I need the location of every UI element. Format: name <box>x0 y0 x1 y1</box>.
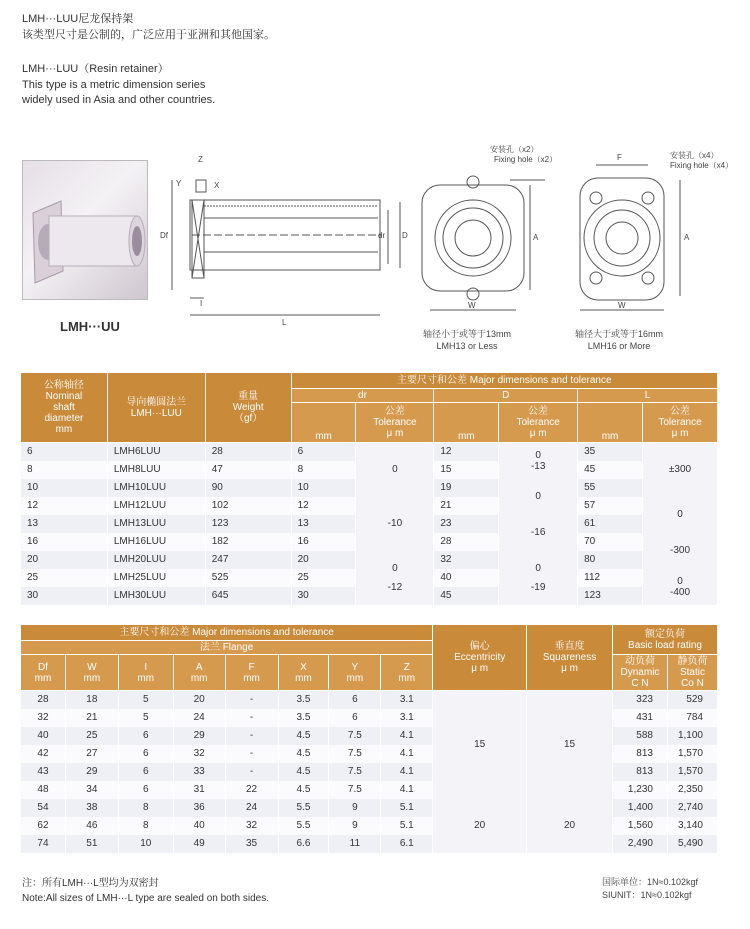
label-Df: Df <box>160 231 168 240</box>
cell: 6 <box>118 727 173 745</box>
table-row <box>21 799 718 817</box>
cell: 40 <box>173 817 225 835</box>
th-dr-tol: 公差 Tolerance μ m <box>356 403 434 443</box>
technical-drawing <box>150 140 750 340</box>
th-major: 主要尺寸和公差 Major dimensions and tolerance <box>291 373 717 389</box>
fig2-caption: 轴径大于或等于16mm LMH16 or More <box>574 329 663 351</box>
cell: 5,490 <box>667 835 717 853</box>
cell: 7.5 <box>329 745 381 763</box>
cell: 7.5 <box>329 763 381 781</box>
cell: 8 <box>118 799 173 817</box>
table-row: 12 LMH12LUU 102 12 -10 21 57 0 <box>21 497 718 515</box>
th2-sta: 静负荷 Static Co N <box>667 655 717 691</box>
cell: 24 <box>173 709 225 727</box>
table-row: 6 LMH6LUU 28 6 0 12 0 -13 35 ±300 <box>21 443 718 461</box>
cell: 5.5 <box>278 799 329 817</box>
fig1-hole-cn: 安装孔（x2） <box>490 145 539 154</box>
cell: 54 <box>21 799 66 817</box>
table-row: 20 LMH20LUU 247 20 0 -12 32 0 -19 80 <box>21 551 718 569</box>
cell: 27 <box>65 745 118 763</box>
cell: 529 <box>667 691 717 709</box>
th-D-tol: 公差 Tolerance μ m <box>499 403 578 443</box>
cell: 49 <box>173 835 225 853</box>
cell: 32 <box>173 745 225 763</box>
note: 注：所有LMH···L型均为双密封 Note:All sizes of LMH···L type are sealed on both sides. <box>22 878 269 904</box>
cell: 5.5 <box>278 817 329 835</box>
cell: 28 <box>21 691 66 709</box>
product-photo <box>22 160 148 300</box>
cell: 6 <box>329 709 381 727</box>
label-Y: Y <box>176 179 182 188</box>
th2-z: Z mm <box>381 655 433 691</box>
cell: 3.1 <box>381 709 433 727</box>
table-row: 25 LMH25LUU 525 25 40 112 0 -400 <box>21 569 718 587</box>
cell: 36 <box>173 799 225 817</box>
cell: - <box>225 727 278 745</box>
th-weight: 重量 Weight （gf） <box>205 373 291 443</box>
tol-L-1: ±300 <box>643 443 718 497</box>
cell: 62 <box>21 817 66 835</box>
label-L: L <box>282 318 287 327</box>
en-description: This type is a metric dimension series widely used in Asia and other countries. <box>22 79 216 106</box>
table-row <box>21 817 718 835</box>
unit-note: 国际单位：1N≈0.102kgf SIUNIT：1N≈0.102kgf <box>602 877 698 900</box>
cell: 10 <box>118 835 173 853</box>
th-L-mm: mm <box>578 403 643 443</box>
th2-w: W mm <box>65 655 118 691</box>
cell: 42 <box>21 745 66 763</box>
table-row <box>21 727 718 745</box>
table-row <box>21 835 718 853</box>
cell: 3.5 <box>278 709 329 727</box>
th2-i: I mm <box>118 655 173 691</box>
cell: 34 <box>65 781 118 799</box>
cell: 74 <box>21 835 66 853</box>
table-row: 10 LMH10LUU 90 10 19 0 55 <box>21 479 718 497</box>
cell: 3.5 <box>278 691 329 709</box>
cell: 6 <box>118 781 173 799</box>
cell: 38 <box>65 799 118 817</box>
cell: 35 <box>225 835 278 853</box>
cell: 2,350 <box>667 781 717 799</box>
cell: 20 <box>173 691 225 709</box>
cell: 6.1 <box>381 835 433 853</box>
table-row: 13 LMH13LUU 123 13 23 -16 61 <box>21 515 718 533</box>
cell: 7.5 <box>329 727 381 745</box>
th2-sq: 垂直度 Squareness μ m <box>527 625 613 691</box>
ecc-cell: 20 <box>433 799 527 853</box>
tol-dr-1b: -10 <box>356 497 434 551</box>
label-X: X <box>214 181 220 190</box>
th-dr: dr <box>291 389 434 403</box>
tol-dr-2: 0 -12 <box>356 551 434 605</box>
cell: 1,560 <box>613 817 668 835</box>
th-L-tol: 公差 Tolerance μ m <box>643 403 718 443</box>
cell: 4.5 <box>278 763 329 781</box>
cell: 46 <box>65 817 118 835</box>
cell: 2,490 <box>613 835 668 853</box>
cell: - <box>225 709 278 727</box>
cell: 48 <box>21 781 66 799</box>
cell: 588 <box>613 727 668 745</box>
th-D: D <box>434 389 578 403</box>
cell: 5.1 <box>381 817 433 835</box>
table-row <box>21 745 718 763</box>
table-row: 8 LMH8LUU 47 8 15 45 <box>21 461 718 479</box>
cell: 33 <box>173 763 225 781</box>
cell: 431 <box>613 709 668 727</box>
table-row: 16 LMH16LUU 182 16 28 70 -300 <box>21 533 718 551</box>
tol-D-2b: -16 <box>499 515 578 551</box>
th2-a: A mm <box>173 655 225 691</box>
cell: 29 <box>173 727 225 745</box>
th2-dyn: 动负荷 Dynamic C N <box>613 655 668 691</box>
label-Z: Z <box>198 155 203 164</box>
th2-df: Df mm <box>21 655 66 691</box>
cell: 1,570 <box>667 763 717 781</box>
sq-cell: 20 <box>527 799 613 853</box>
cell: 32 <box>21 709 66 727</box>
cell: - <box>225 763 278 781</box>
cell: 1,570 <box>667 745 717 763</box>
cell: 3.1 <box>381 691 433 709</box>
tol-D-2a: 0 <box>499 479 578 515</box>
cell: 6 <box>329 691 381 709</box>
cell: 11 <box>329 835 381 853</box>
cell: 2,740 <box>667 799 717 817</box>
cell: 4.1 <box>381 763 433 781</box>
photo-caption: LMH···UU <box>60 319 120 334</box>
label-W2: W <box>618 301 626 310</box>
label-A1: A <box>533 233 539 242</box>
cell: 29 <box>65 763 118 781</box>
sq-cell: 15 <box>527 691 613 799</box>
th2-load: 额定负荷 Basic load rating <box>613 625 718 655</box>
cell: 6 <box>118 763 173 781</box>
cell: 6 <box>118 745 173 763</box>
cell: 32 <box>225 817 278 835</box>
cell: 4.1 <box>381 781 433 799</box>
cell: 18 <box>65 691 118 709</box>
cell: 784 <box>667 709 717 727</box>
label-F: F <box>617 153 622 162</box>
th-dr-mm: mm <box>291 403 356 443</box>
label-dr: dr <box>378 231 386 240</box>
cell: 40 <box>21 727 66 745</box>
cell: 22 <box>225 781 278 799</box>
cell: 25 <box>65 727 118 745</box>
cell: 21 <box>65 709 118 727</box>
cell: 24 <box>225 799 278 817</box>
cell: 9 <box>329 817 381 835</box>
label-I: I <box>200 299 203 308</box>
label-W1: W <box>468 301 476 310</box>
label-A2: A <box>684 233 690 242</box>
cell: 3,140 <box>667 817 717 835</box>
th2-x: X mm <box>278 655 329 691</box>
th2-f: F mm <box>225 655 278 691</box>
flange-load-table <box>20 624 718 853</box>
cell: 4.1 <box>381 745 433 763</box>
en-title: LMH···LUU（Resin retainer） <box>22 63 169 75</box>
th-shaft: 公称轴径 Nominal shaft diameter mm <box>21 373 108 443</box>
cell: 6.6 <box>278 835 329 853</box>
cell: 4.5 <box>278 745 329 763</box>
table-row <box>21 763 718 781</box>
cell: 7.5 <box>329 781 381 799</box>
th2-ecc: 偏心 Eccentricity μ m <box>433 625 527 691</box>
cell: 9 <box>329 799 381 817</box>
cell: 5 <box>118 709 173 727</box>
cell: 323 <box>613 691 668 709</box>
cell: 1,230 <box>613 781 668 799</box>
tol-dr-1: 0 <box>356 443 434 497</box>
th2-major: 主要尺寸和公差 Major dimensions and tolerance <box>21 625 433 641</box>
table-row <box>21 781 718 799</box>
tol-D-1: 0 -13 <box>499 443 578 479</box>
cell: 31 <box>173 781 225 799</box>
table-row <box>21 709 718 727</box>
cell: 43 <box>21 763 66 781</box>
cn-description: 该类型尺寸是公制的，广泛应用于亚洲和其他国家。 <box>22 29 275 41</box>
th-D-mm: mm <box>434 403 499 443</box>
cell: - <box>225 745 278 763</box>
cell: 5.1 <box>381 799 433 817</box>
tol-L-2b: -300 <box>643 533 718 569</box>
th2-y: Y mm <box>329 655 381 691</box>
cell: 4.5 <box>278 781 329 799</box>
cell: 8 <box>118 817 173 835</box>
fig1-hole-en: Fixing hole（x2） <box>494 155 558 164</box>
cell: 4.5 <box>278 727 329 745</box>
fig2-hole-en: Fixing hole（x4） <box>670 161 734 170</box>
table-row <box>21 691 718 709</box>
table-row: 30 LMH30LUU 645 30 45 123 <box>21 587 718 605</box>
th-L: L <box>578 389 718 403</box>
cell: 1,100 <box>667 727 717 745</box>
ecc-cell: 15 <box>433 691 527 799</box>
dimension-table <box>20 372 718 605</box>
tol-L-2a: 0 <box>643 497 718 533</box>
cell: 813 <box>613 763 668 781</box>
fig2-hole-cn: 安装孔（x4） <box>670 151 719 160</box>
fig1-caption: 轴径小于或等于13mm LMH13 or Less <box>422 329 511 351</box>
cell: 1,400 <box>613 799 668 817</box>
cell: 5 <box>118 691 173 709</box>
label-D: D <box>402 231 408 240</box>
th2-flange: 法兰 Flange <box>21 641 433 655</box>
cell: 4.1 <box>381 727 433 745</box>
cell: - <box>225 691 278 709</box>
tol-L-3: 0 -400 <box>643 569 718 605</box>
cn-title: LMH···LUU尼龙保持架 <box>22 13 134 25</box>
th-model: 导向椭圆法兰 LMH···LUU <box>107 373 205 443</box>
cell: 51 <box>65 835 118 853</box>
tol-D-3: 0 -19 <box>499 551 578 605</box>
cell: 813 <box>613 745 668 763</box>
